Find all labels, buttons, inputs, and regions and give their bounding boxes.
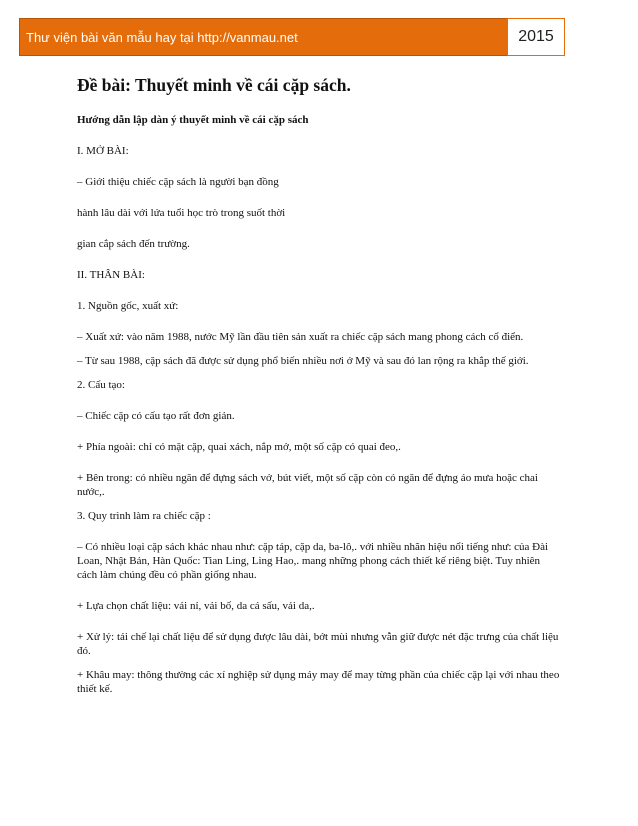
document-title: Đề bài: Thuyết minh về cái cặp sách. [77,75,351,95]
paragraph: + Xử lý: tái chế lại chất liệu để sử dụng được lâu dài, bớt mùi nhưng vẫn giữ được nét đặc trưng của chất liệu đó. [77,631,559,657]
year-box [507,18,565,56]
paragraph: hành lâu dài với lứa tuổi học trò trong suốt thời [77,207,286,219]
paragraph: gian cắp sách đến trường. [77,238,190,250]
paragraph: II. THÂN BÀI: [77,269,145,281]
paragraph: – Từ sau 1988, cặp sách đã được sử dụng phổ biến nhiều nơi ở Mỹ và sau đó lan rộng ra khắp thế giới. [77,355,529,367]
paragraph: – Chiếc cặp có cấu tạo rất đơn giản. [77,410,235,422]
paragraph: 2. Cấu tạo: [77,379,125,391]
paragraph: + Phía ngoài: chỉ có mặt cặp, quai xách, nắp mở, một số cặp có quai đeo,. [77,441,401,453]
paragraph: + Khâu may: thông thường các xí nghiệp sử dụng máy may để may từng phần của chiếc cặp lại với nhau theo thiết kế. [77,669,560,695]
paragraph: – Xuất xứ: vào năm 1988, nước Mỹ lần đầu tiên sản xuất ra chiếc cặp sách mang phong cách cổ điển. [77,331,524,343]
paragraph: – Có nhiều loại cặp sách khác nhau như: cặp táp, cặp da, ba-lô,. với nhiều nhãn hiệu nổi tiếng như: của Đài Loan, Nhật Bản, Hàn Quốc: Tian Ling, Ling Hao,. mang những phong cách thiết kế riêng biệt. Tuy nhiên cách làm chúng đều có phần giống nhau. [77,541,549,581]
paragraph: – Giới thiệu chiếc cặp sách là người bạn đồng [77,176,279,188]
document-subtitle: Hướng dẫn lập dàn ý thuyết minh về cái cặp sách [77,114,309,126]
header-banner [19,18,507,56]
paragraph: I. MỞ BÀI: [77,145,129,157]
paragraph: 1. Nguồn gốc, xuất xứ: [77,300,179,312]
paragraph: + Bên trong: có nhiều ngăn để đựng sách vở, bút viết, một số cặp còn có ngăn để đựng áo mưa hoặc chai nước,. [77,472,538,498]
page-header [19,18,565,56]
paragraph: 3. Quy trình làm ra chiếc cặp : [77,510,211,522]
library-link-text[interactable]: Thư viện bài văn mẫu hay tại http://vanmau.net [26,29,298,45]
document-body [77,74,562,696]
paragraph: + Lựa chọn chất liệu: vải nỉ, vải bố, da cá sấu, vải da,. [77,600,315,612]
year-label: 2015 [518,28,554,45]
